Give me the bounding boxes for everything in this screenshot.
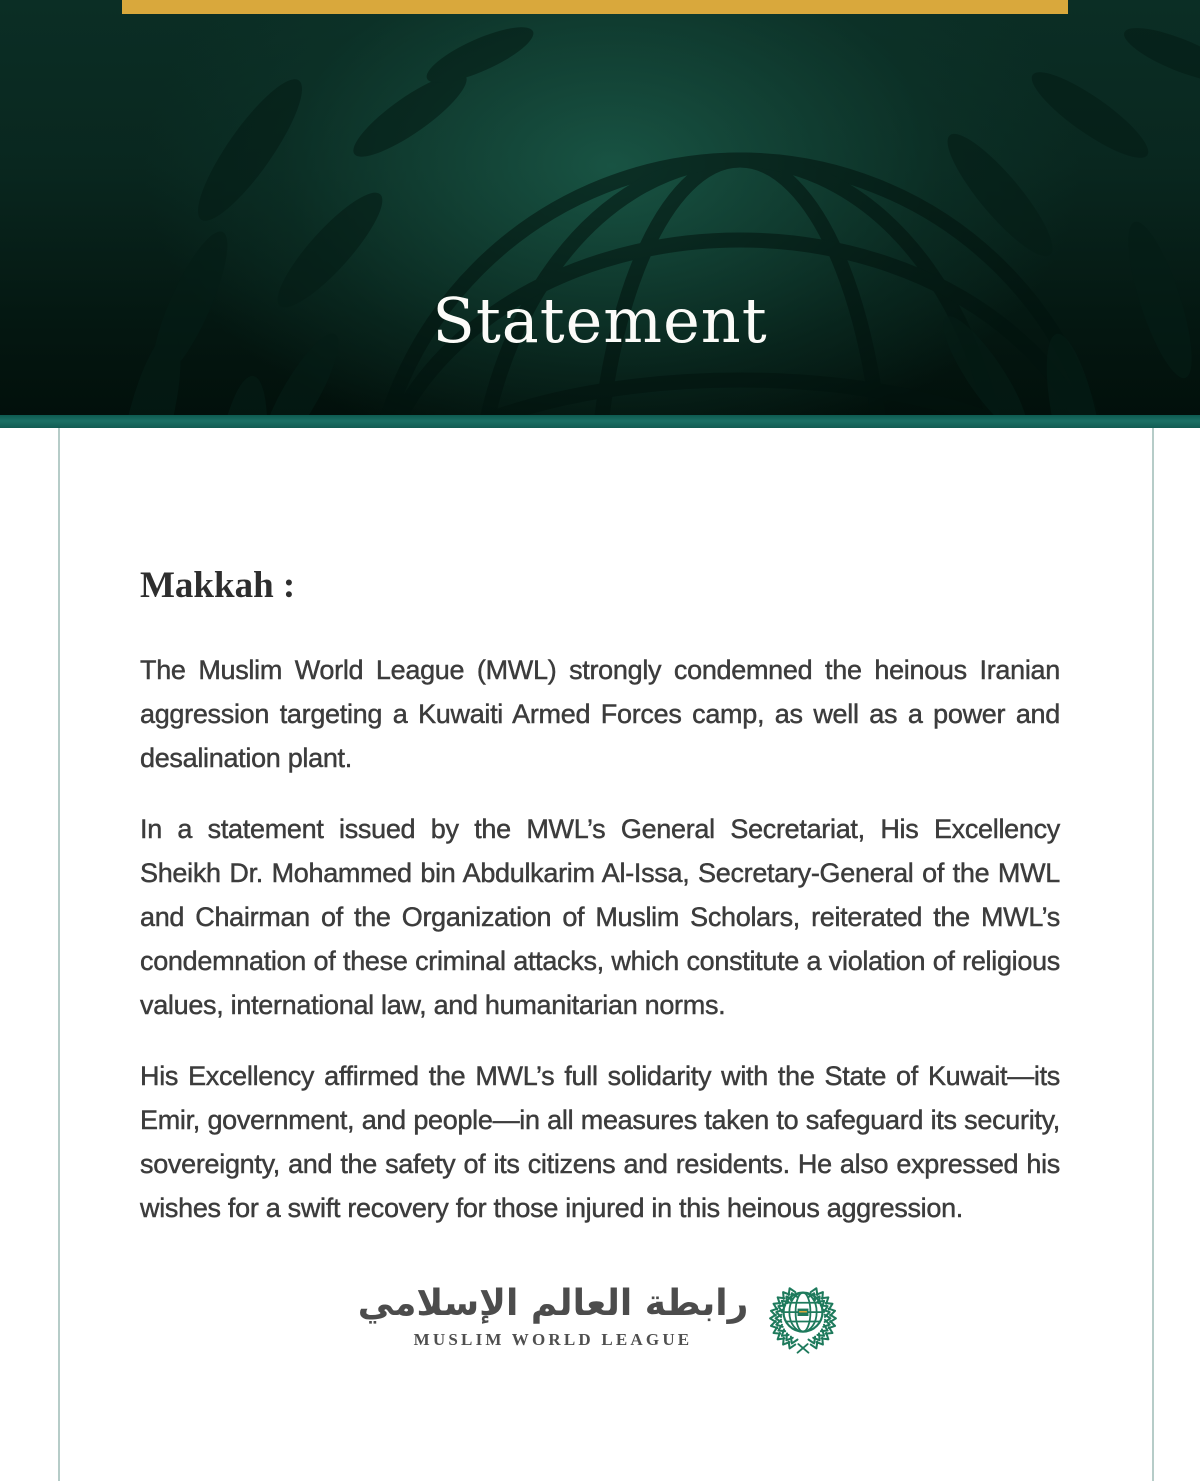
mwl-logo-english: MUSLIM WORLD LEAGUE xyxy=(413,1329,693,1349)
mwl-logo xyxy=(140,1276,1060,1356)
header-banner xyxy=(0,0,1200,415)
mwl-emblem-icon xyxy=(764,1276,842,1356)
gold-accent-bar xyxy=(122,0,1068,14)
emblem-wreath xyxy=(770,1287,836,1350)
left-rule-line xyxy=(58,428,60,1481)
statement-paragraph-1: The Muslim World League (MWL) strongly condemned the heinous Iranian aggression targeting a Kuwaiti Armed Forces camp, as well as a power and desalination plant. xyxy=(140,655,1060,773)
mwl-logo-text xyxy=(358,1282,749,1349)
statement-paragraph-2: In a statement issued by the MWL’s General Secretariat, His Excellency Sheikh Dr. Mohammed bin Abdulkarim Al-Issa, Secretary-General of the MWL and Chairman of the Organization of Muslim Scholars, reiterated the MWL’s condemnation of these criminal attacks, which constitute a violation of religious values, international law, and humanitarian norms. xyxy=(140,814,1060,1020)
right-rule-line xyxy=(1152,428,1154,1481)
statement-paragraph-3: His Excellency affirmed the MWL’s full solidarity with the State of Kuwait—its Emir, government, and people—in all measures taken to safeguard its security, sovereignty, and the safety of its citizens and residents. He also expressed his wishes for a swift recovery for those injured in this heinous aggression. xyxy=(140,1061,1060,1223)
mwl-logo-arabic: رابطة العالم الإسلامي xyxy=(357,1283,749,1325)
statement-body xyxy=(0,428,1200,1481)
location-heading: Makkah : xyxy=(140,565,296,606)
page-title: Statement xyxy=(432,284,768,357)
teal-divider xyxy=(0,415,1200,428)
